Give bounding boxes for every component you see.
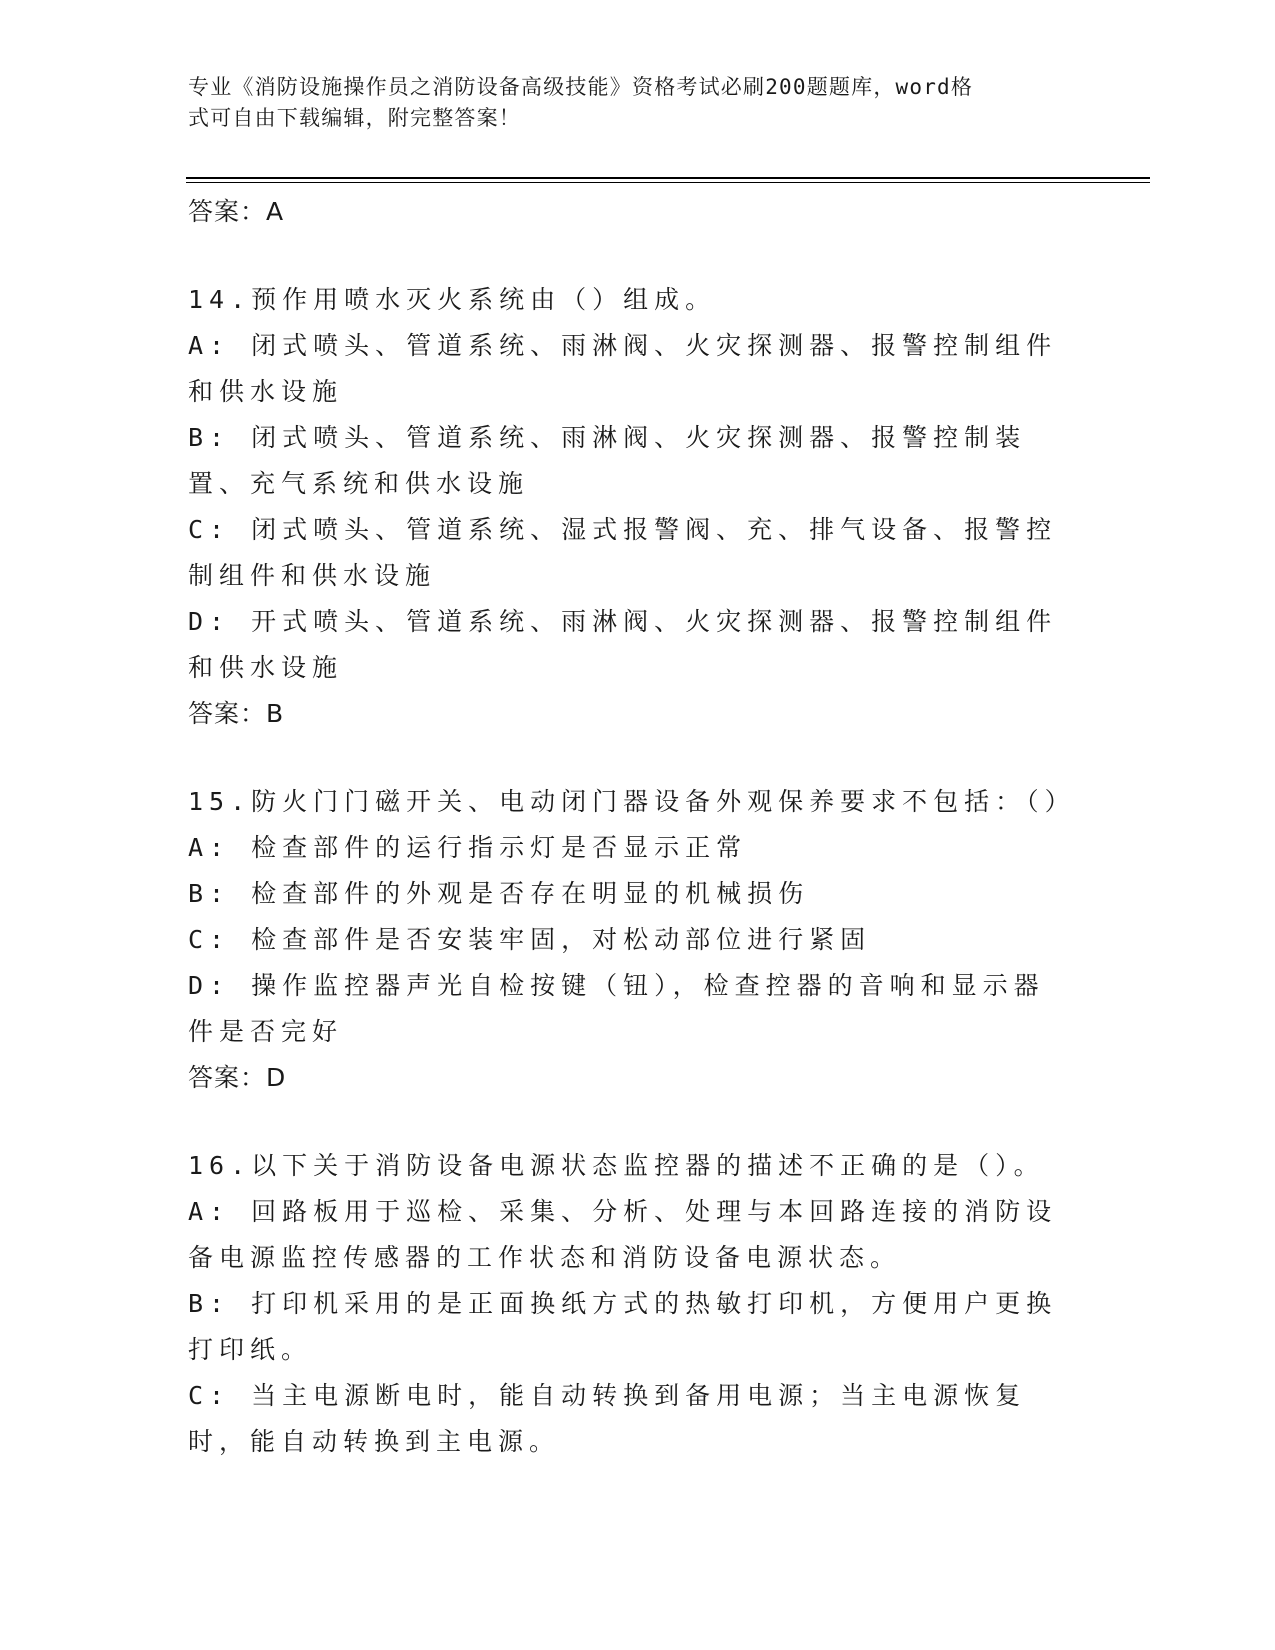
header-rule-thick — [186, 177, 1150, 179]
option-b: B: 闭式喷头、管道系统、雨淋阀、火灾探测器、报警控制装置、充气系统和供水设施 — [188, 423, 1027, 498]
option-a: A: 闭式喷头、管道系统、雨淋阀、火灾探测器、报警控制组件和供水设施 — [188, 331, 1058, 406]
question-stem: 15.防火门门磁开关、电动闭门器设备外观保养要求不包括：（） — [188, 787, 1076, 816]
option-a: A: 检查部件的运行指示灯是否显示正常 — [188, 833, 748, 862]
option-c: C: 闭式喷头、管道系统、湿式报警阀、充、排气设备、报警控制组件和供水设施 — [188, 515, 1058, 590]
option-b: B: 检查部件的外观是否存在明显的机械损伤 — [188, 879, 810, 908]
option-c: C: 检查部件是否安装牢固，对松动部位进行紧固 — [188, 925, 872, 954]
option-d: D: 操作监控器声光自检按键（钮），检查控器的音响和显示器件是否完好 — [188, 971, 1045, 1046]
answer-line: 答案：B — [188, 699, 285, 728]
header-rule-thin — [186, 182, 1150, 183]
question-list — [188, 189, 1076, 1465]
question-14 — [188, 277, 1068, 737]
header-line-2: 式可自由下载编辑，附完整答案！ — [188, 106, 521, 130]
previous-answer: 答案：A — [188, 197, 285, 226]
question-stem: 16.以下关于消防设备电源状态监控器的描述不正确的是（）。 — [188, 1151, 1045, 1180]
document-header — [188, 72, 1088, 134]
question-stem: 14.预作用喷水灭火系统由（）组成。 — [188, 285, 717, 314]
spacer — [188, 1101, 1068, 1143]
option-d: D: 开式喷头、管道系统、雨淋阀、火灾探测器、报警控制组件和供水设施 — [188, 607, 1058, 682]
answer-line: 答案：D — [188, 1063, 287, 1092]
spacer — [188, 737, 1068, 779]
question-15 — [188, 779, 1076, 1101]
option-b: B: 打印机采用的是正面换纸方式的热敏打印机，方便用户更换打印纸。 — [188, 1289, 1058, 1364]
spacer — [188, 235, 1068, 277]
option-a: A: 回路板用于巡检、采集、分析、处理与本回路连接的消防设备电源监控传感器的工作状态和消防设备电源状态。 — [188, 1197, 1058, 1272]
header-line-1: 专业《消防设施操作员之消防设备高级技能》资格考试必刷200题题库，word格 — [188, 75, 974, 99]
option-c: C: 当主电源断电时，能自动转换到备用电源；当主电源恢复时，能自动转换到主电源。 — [188, 1381, 1027, 1456]
question-16 — [188, 1143, 1068, 1465]
